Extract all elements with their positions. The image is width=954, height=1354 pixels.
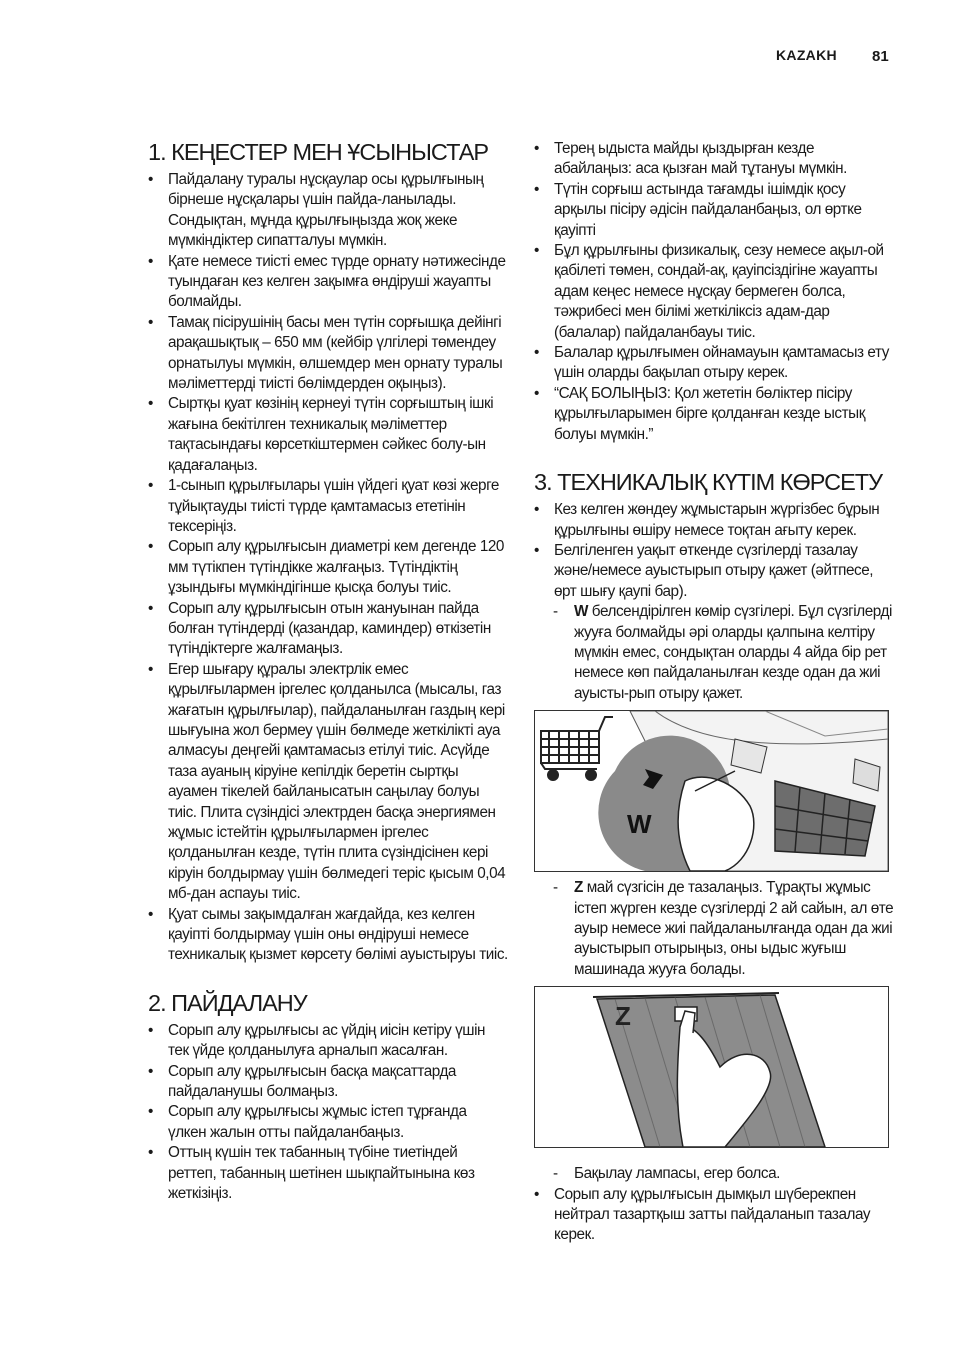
grease-filter-illustration [535, 987, 888, 1147]
list-item: • Қате немесе тиісті емес түрде орнату нәтижесінде туындаған кез келген зақымға өндіруші жауапты болмайды. [148, 252, 508, 313]
sub-item-lamp [534, 1164, 894, 1184]
dash-marker: - [553, 603, 558, 621]
list-item: • “САҚ БОЛЫҢЫЗ: Қол жететін бөліктер пісіру құрылғыларымен бірге қолданған кезде ыстық болуы мүмкін.” [534, 384, 894, 445]
w-filter-text: белсендірілген көмір сүзгілері. Бұл сүзгілерді жууға болмайды әрі оларды қалпына келтіру мүмкін емес, сондықтан оларды 4 айда бір рет немесе көп пайдаланылған кезде одан да жиі ауысты-рып отыру қажет. [574, 603, 892, 702]
list-item: • Сорып алу құрылғысын отын жануынан пайда болған түтіндерді (қазандар, каминдер) өткізетін түтіндіктерге жалғамаңыз. [148, 599, 508, 660]
list-item: • Пайдалану туралы нұсқаулар осы құрылғының бірнеше нұсқалары үшін пайда-ланылады. Сондықтан, мұнда құрылғыңызда жоқ жеке мүмкіндіктер сипатталуы мүмкін. [148, 170, 508, 252]
dash-marker: - [553, 1165, 558, 1183]
list-item: • Белгіленген уақыт өткенде сүзгілерді тазалау және/немесе ауыстырып отыру қажет (әйтпесе, өрт шығу қаупі бар). [534, 541, 894, 602]
lamp-text: Бақылау лампасы, егер болса. [574, 1165, 780, 1183]
use-list [148, 1021, 508, 1205]
list-item: • Балалар құрылғымен ойнамауын қамтамасыз ету үшін оларды бақылап отыру керек. [534, 343, 894, 384]
right-column [534, 139, 894, 1246]
z-letter: Z [574, 879, 583, 897]
z-filter-text: май сүзгісін де тазалаңыз. Тұрақты жұмыс істеп жүрген кезде сүзгілерді 2 ай сайын, ал өте ауыр немесе жиі пайдаланылғанда одан да жиі ауыстырып отырыңыз, оны ыдыс жуғыш машинада жууға болады. [574, 879, 894, 978]
list-item: • Бұл құрылғыны физикалық, сезу немесе ақыл-ой қабілеті төмен, сондай-ақ, қауіпсіздігіне жауапты адам кеңес немесе нұсқау бермеген болса, тәжрибесі мен білімі жеткіліксіз адам-дар (балалар) пайдаланбауы тиіс. [534, 241, 894, 343]
sub-item-z-filter [534, 878, 894, 980]
list-item: • Сорып алу құрылғысын басқа мақсаттарда пайдаланушы болмаңыз. [148, 1062, 508, 1103]
w-letter: W [574, 603, 588, 621]
section-title-tips: 1. КЕҢЕСТЕР МЕН ҰСЫНЫСТАР [148, 139, 489, 165]
list-item: • Қуат сымы зақымдалған жағдайда, кез келген қауіпті болдырмау үшін оны өндіруші немесе техникалық қызмет көрсету бөлімі ауыстыруы тиіс. [148, 905, 508, 966]
carbon-filter-illustration [535, 711, 888, 871]
list-item: • Оттың күшін тек табанның түбіне тиетіндей реттеп, табанның шетінен шықпайтынына көз жеткізіңіз. [148, 1143, 508, 1204]
dash-marker: - [553, 879, 558, 897]
left-column [148, 138, 508, 1205]
figure-grease-filter [534, 986, 889, 1148]
page-number: 81 [872, 48, 889, 65]
maintenance-list [534, 500, 894, 602]
list-item: • Кез келген жөндеу жұмыстарын жүргізбес бұрын құрылғыны өшіру немесе тоқтан ағыту керек. [534, 500, 894, 541]
section-title-maintenance: 3. ТЕХНИКАЛЫҚ КҮТІМ КӨРСЕТУ [534, 469, 883, 496]
list-item: • Сыртқы қуат көзінің кернеуі түтін сорғыштың ішкі жағына бекітілген техникалық мәліметтер тақтасындағы көрсеткіштермен сәйкес болу-ын қадағалаңыз. [148, 394, 508, 476]
figure-z-label: Z [615, 1001, 631, 1032]
figure-w-label: W [627, 809, 652, 840]
tips-list [148, 170, 508, 966]
list-item: • Сорып алу құрылғысын дымқыл шүберекпен нейтрал тазартқыш затты пайдаланып тазалау керек. [534, 1185, 894, 1246]
list-item: • Сорып алу құрылғысы ас үйдің иісін кетіру үшін тек үйде қолданылуға арналып жасалған. [148, 1021, 508, 1062]
header-language: KAZAKH [776, 47, 837, 63]
list-item: • Сорып алу құрылғысы жұмыс істеп тұрғанда үлкен жалын отты пайдаланбаңыз. [148, 1102, 508, 1143]
list-item: • Егер шығару құралы электрлік емес құрылғылармен іргелес қолданылса (мысалы, газ жағатын құрылғылар), пайдаланылған газдың кері шығуына жол бермеу үшін бөлмеде жеткілікті ауа алмасуы деңгейі қамтамасыз етілуі тиіс. Асүйде таза ауаның кіруіне кепілдік беретін сыртқы ауамен тікелей байланысатын саңылау болуы тиіс. Плита сүзіндісі электрден басқа энергиямен жұмыс істейтін құрылғылармен іргелес қолданылған кезде, түтін плита сүзіндісінен кері кіруін болдырмау үшін бөлмедегі теріс қысым 0,04 мб-дан аспауы тиіс. [148, 660, 508, 905]
list-item: • 1-сынып құрылғылары үшін үйдегі қуат көзі жерге тұйықтауды тиісті түрде қамтамасыз ететінін тексеріңіз. [148, 476, 508, 537]
sub-item-w-filter [534, 602, 894, 704]
figure-carbon-filter [534, 710, 889, 872]
list-item: • Терең ыдыста майды қыздырған кезде абайлаңыз: аса қызған май тұтануы мүмкін. [534, 139, 894, 180]
maintenance-final-list [534, 1185, 894, 1246]
list-item: • Түтін сорғыш астында тағамды ішімдік қосу арқылы пісіру әдісін пайдаланбаңыз, ол өртке қауіпті [534, 180, 894, 241]
section-title-use: 2. ПАЙДАЛАНУ [148, 989, 307, 1016]
tips-continued-list [534, 139, 894, 445]
list-item: • Тамақ пісірушінің басы мен түтін сорғышқа дейінгі арақашықтық – 650 мм (кейбір үлгілері төмендеу орнатылуы мүмкін, өлшемдер мен орнату туралы мәліметтерді тиісті бөлімдерден оқыңыз). [148, 313, 508, 395]
shopping-cart-icon [541, 717, 613, 780]
list-item: • Сорып алу құрылғысын диаметрі кем дегенде 120 мм түтікпен түтіндікке жалғаңыз. Түтіндіктің ұзындығы мүмкіндігінше қысқа болуы тиіс. [148, 537, 508, 598]
